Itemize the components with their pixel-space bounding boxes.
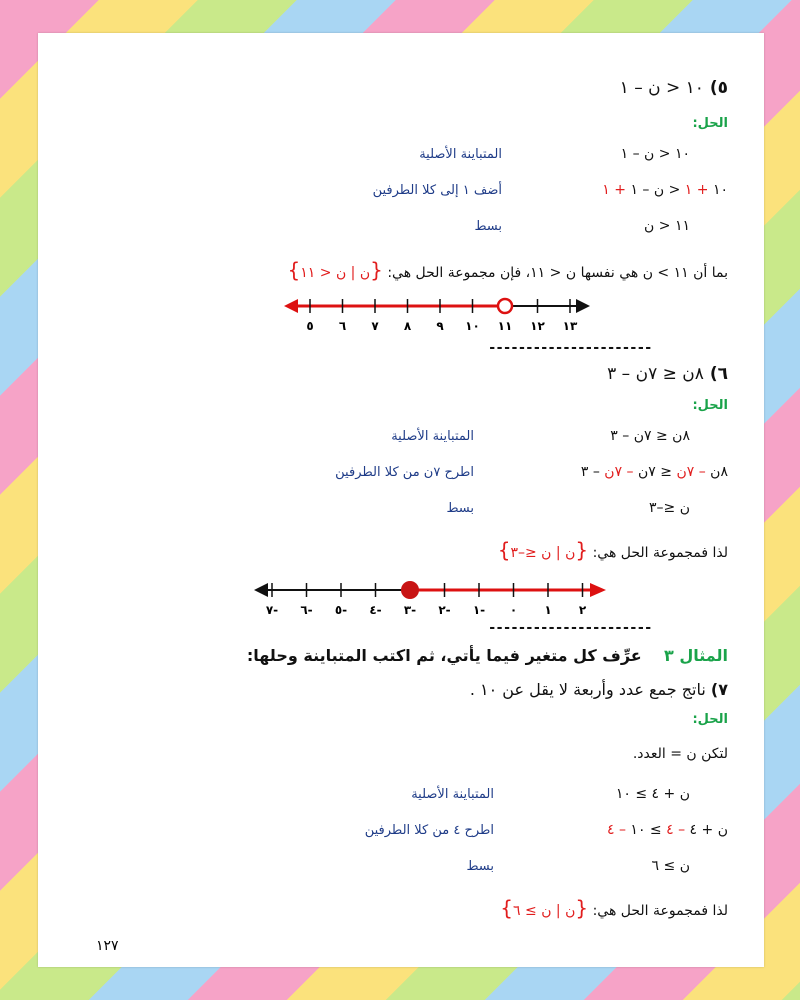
separator-line: ---------------------- (488, 340, 652, 356)
number-line-label: ١٠ (465, 319, 480, 333)
solution-label: الحل: (692, 116, 728, 131)
step1-expression: ١٠ < ن – ١ (620, 146, 690, 162)
number-line-label: ٥ (306, 319, 314, 333)
solution-set: ن | ن ≤–٣ (510, 545, 576, 561)
step2-expression: ٨ن – ٧ن ≤ ٧ن – ٧ن – ٣ (580, 464, 728, 480)
problem-6-heading (607, 364, 728, 384)
example-3-heading (247, 646, 728, 665)
step2-expression: ن + ٤ – ٤ ≥ ١٠ – ٤ (606, 822, 728, 838)
number-line-label: ٦ (338, 319, 347, 333)
number-line-label: ٨ (403, 319, 412, 333)
problem-number: ٥) (709, 78, 728, 98)
problem-inequality: ٨ن ≤ ٧ن – ٣ (607, 364, 704, 384)
step3-note: بسط (466, 859, 494, 874)
solution-set: ن | ن < ١١ (300, 265, 371, 281)
step1-note: المتباينة الأصلية (391, 429, 474, 444)
number-line-label: ٧- (265, 603, 279, 617)
number-line-label: ١٢ (530, 319, 545, 333)
solution-label: الحل: (692, 712, 728, 727)
number-line-6 (250, 576, 610, 626)
step3-expression: ن ≤–٣ (649, 500, 690, 516)
conclusion-6: لذا فمجموعة الحل هي: {ن | ن ≤–٣} (497, 538, 728, 562)
step3-note: بسط (474, 219, 502, 234)
problem-number: ٧) (710, 680, 728, 699)
number-line-label: ٤- (369, 603, 382, 617)
step2-note: أضف ١ إلى كلا الطرفين (372, 183, 502, 198)
problem-number: ٦) (709, 364, 728, 384)
problem-7 (470, 680, 728, 699)
number-line-label: ٢- (438, 603, 451, 617)
let-statement: لتكن ن = العدد. (632, 746, 728, 762)
step3-expression: ١١ < ن (644, 218, 690, 234)
step3-note: بسط (446, 501, 474, 516)
number-line-label: ١- (472, 603, 486, 617)
number-line-label: ٢ (578, 603, 587, 617)
number-line-label: ٠ (509, 603, 518, 617)
problem-inequality: ١٠ < ن – ١ (619, 78, 704, 98)
number-line-label: ١٣ (562, 319, 578, 333)
number-line-label: ١ (544, 603, 552, 617)
step3-expression: ن ≥ ٦ (651, 858, 690, 874)
conclusion-5: بما أن ١١ > ن هي نفسها ن < ١١، فإن مجموعة الحل هي: {ن | ن < ١١} (287, 258, 728, 282)
step1-expression: ن + ٤ ≥ ١٠ (615, 786, 690, 802)
number-line-label: ١١ (497, 319, 513, 333)
step2-expression: ١٠ + ١ < ن – ١ + ١ (602, 182, 728, 198)
example-title: المثال ٣ (664, 646, 728, 665)
step1-note: المتباينة الأصلية (411, 787, 494, 802)
number-line-label: ٦- (300, 603, 313, 617)
number-line-5 (280, 292, 600, 342)
solution-label: الحل: (692, 398, 728, 413)
problem-text: ناتج جمع عدد وأربعة لا يقل عن ١٠ . (469, 680, 706, 699)
separator-line: ---------------------- (488, 620, 652, 636)
conclusion-7: لذا فمجموعة الحل هي: {ن | ن ≥ ٦} (500, 896, 728, 920)
problem-5-heading (620, 78, 728, 98)
number-line-label: ٩ (436, 319, 444, 333)
step1-expression: ٨ن ≤ ٧ن – ٣ (610, 428, 690, 444)
solution-set: ن | ن ≥ ٦ (513, 903, 576, 919)
example-instruction: عرِّف كل متغير فيما يأتي، ثم اكتب المتباينة وحلها: (246, 646, 642, 665)
number-line-label: ٥- (334, 603, 348, 617)
step2-note: اطرح ٧ن من كلا الطرفين (335, 465, 474, 480)
page-number: ١٢٧ (96, 938, 119, 954)
number-line-label: ٧ (371, 319, 379, 333)
step2-note: اطرح ٤ من كلا الطرفين (364, 823, 494, 838)
step1-note: المتباينة الأصلية (419, 147, 502, 162)
number-line-label: ٣- (403, 603, 417, 617)
